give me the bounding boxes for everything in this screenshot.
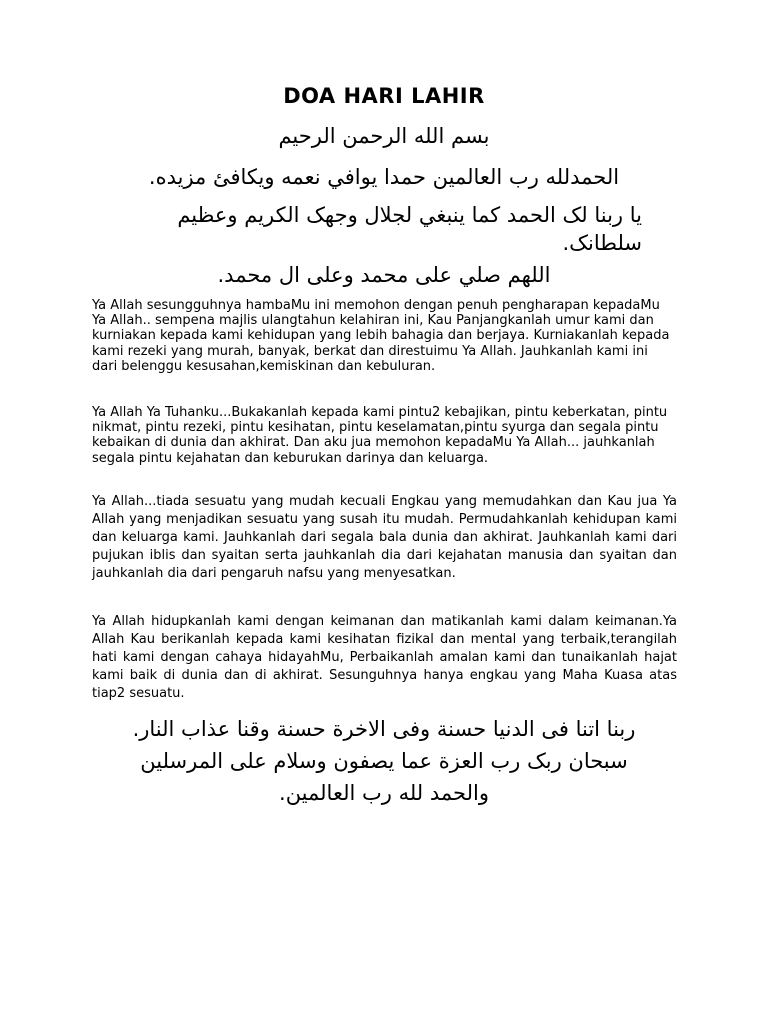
closing-line-1: ربنا اتنا فى الدنيا حسنة وفى الاخرة حسنة وقنا عذاب النار. bbox=[132, 717, 636, 741]
arabic-closing bbox=[92, 713, 676, 809]
paragraph-faith: Ya Allah hidupkanlah kami dengan keimanan dan matikanlah kami dalam keimanan.Ya Allah Kau berikanlah kepada kami kesihatan fizikal dan mental yang terbaik,terangilah hati kami dengan cahaya hidayahMu, Perbaikanlah amalan kami dan tunaikanlah hajat kami baik di dunia dan di akhirat. Sesunguhnya hanya engkau yang Maha Kuasa atas tiap2 sesuatu. bbox=[92, 614, 677, 701]
praise-text: يا ربنا لک الحمد کما ينبغي لجلال وجهک الکريم وعظيم سلطانک. bbox=[177, 203, 642, 255]
basmala-text: بسم الله الرحمن الرحيم bbox=[278, 124, 490, 148]
closing-line-2: سبحان ربک رب العزة عما يصفون وسلام على المرسلين bbox=[140, 749, 628, 773]
paragraph-doors-of-goodness: Ya Allah Ya Tuhanku...Bukakanlah kepada kami pintu2 kebajikan, pintu keberkatan, pintu nikmat, pintu rezeki, pintu kesihatan, pintu keselamatan,pintu syurga dan segala pintu kebaikan di dunia dan akhirat. Dan aku jua memohon kepadaMu Ya Allah... jauhkanlah segala pintu kejahatan dan keburukan darinya dan keluarga. bbox=[92, 405, 668, 466]
salawat-text: اللهم صلي على محمد وعلى ال محمد. bbox=[217, 263, 551, 287]
paragraph-birthday-prayer: Ya Allah sesungguhnya hambaMu ini memohon dengan penuh pengharapan kepadaMu Ya Allah.. sempena majlis ulangtahun kelahiran ini, Kau Panjangkanlah umur kami dan kurniakan kepada kami kehidupan yang lebih bahagia dan berjaya. Kurniakanlah kepada kami rezeki yang murah, banyak, berkat dan direstuimu Ya Allah. Jauhkanlah kami ini dari belenggu kesusahan,kemiskinan dan kebuluran. bbox=[92, 298, 670, 374]
paragraph-ease: Ya Allah...tiada sesuatu yang mudah kecuali Engkau yang memudahkan dan Kau jua Ya Allah yang menjadikan sesuatu yang susah itu mudah. Permudahkanlah kehidupan kami dan keluarga kami. Jauhkanlah dari segala bala dunia dan akhirat. Jauhkanlah kami dari pujukan iblis dan syaitan serta jauhkanlah dia dari kejahatan manusia dan syaitan dan jauhkanlah dia dari pengaruh nafsu yang menyesatkan. bbox=[92, 494, 677, 581]
document-title: DOA HARI LAHIR bbox=[283, 84, 485, 108]
closing-line-3: والحمد لله رب العالمين. bbox=[279, 781, 489, 805]
hamdalah-text: الحمدلله رب العالمين حمدا يوافي نعمه ويكافئ مزيده. bbox=[148, 165, 620, 189]
